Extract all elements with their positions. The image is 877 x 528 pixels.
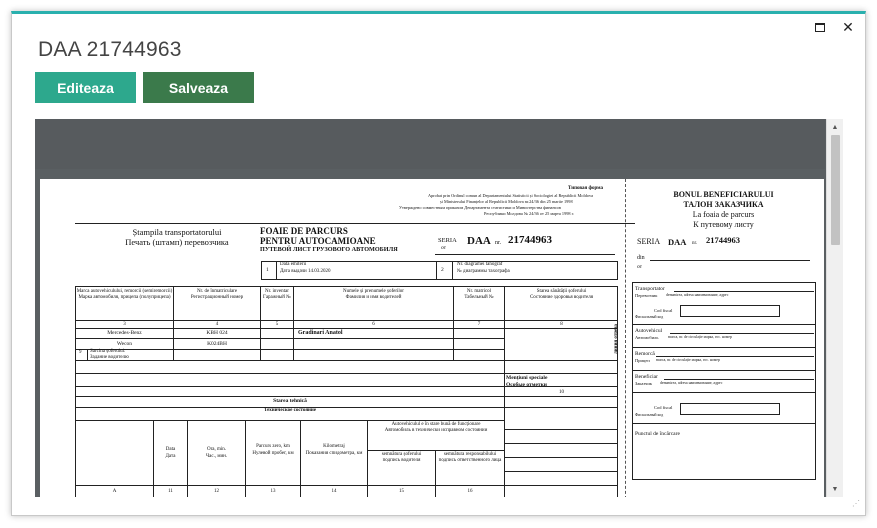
- top-rule: [75, 223, 635, 224]
- tachograph-label-ro: Nr. diagramei tahograf: [457, 262, 503, 267]
- maximize-icon: [815, 23, 825, 32]
- vehicle-2-brand: Wecon: [116, 341, 133, 347]
- tech-num-14: 14: [331, 489, 337, 494]
- cod-fiscal2-label-ro: Cod fiscal: [654, 405, 673, 410]
- cut-line-label: линия отреза: [614, 324, 619, 354]
- mentions-number: 10: [559, 390, 564, 395]
- nr-label: nr.: [495, 240, 502, 246]
- tech-num-16: 16: [467, 489, 473, 494]
- cod-fiscal-box: [680, 305, 780, 317]
- box-2-number: 2: [441, 267, 444, 273]
- dialog-title: DAA 21744963: [38, 38, 182, 61]
- doc-title-1: FOAIE DE PARCURS: [260, 226, 348, 236]
- mentions-label-ro: Mențiuni speciale: [506, 375, 548, 381]
- task-number: 9: [79, 350, 82, 355]
- col-num-8: 8: [560, 322, 563, 327]
- document-dialog: [11, 11, 866, 516]
- col-header-4: Numele și prenumele șoferilor Фамилия и имя водителей: [343, 289, 404, 300]
- beneficiary-hint: denumirea, adresa наименование, адрес: [660, 381, 723, 385]
- scroll-up-arrow-icon[interactable]: ▲: [831, 123, 839, 131]
- tech-col-zero-run: Parcurs zero, km Нулевой пробег, км: [252, 444, 294, 456]
- vehicle-state-label: Autovehiculul e în stare bună de funcționare Автомобиль в технически исправном состоянии: [384, 422, 488, 433]
- transporter-hint: denumirea, adresa наименование, адрес: [666, 293, 729, 297]
- coupon-seria-code: DAA: [668, 237, 687, 247]
- scroll-thumb[interactable]: [831, 135, 840, 245]
- seria-code: DAA: [467, 235, 491, 247]
- stamp-label-ro: Ștampila transportatorului: [132, 227, 222, 237]
- close-icon: ✕: [842, 18, 854, 35]
- col-num-4: 4: [215, 322, 219, 327]
- seria-underline: [435, 254, 615, 255]
- tech-state-ro: Starea tehnică: [273, 398, 307, 404]
- issue-date-label-ru: Дата выдачи 14.03.2020: [280, 269, 331, 274]
- cut-line: [625, 179, 626, 497]
- vehicle-label-ru: Автомобиль: [635, 335, 659, 340]
- issue-date-label-ro: Data emiterii: [280, 262, 307, 267]
- col-header-6: Starea sănătății șoferului Состояние здоровья водителя: [529, 289, 594, 300]
- task-label-ru: Задание водителю: [90, 355, 129, 360]
- tech-col-driver-sign: semnătura șoferului подпись водителя: [381, 452, 422, 463]
- edit-button[interactable]: Editeaza: [35, 72, 136, 103]
- stamp-label-ru: Печать (штамп) перевозчика: [125, 237, 229, 247]
- tech-col-resp-sign: semnătura responsabilului подпись ответственного лица: [438, 452, 502, 463]
- coupon-number: 21744963: [706, 235, 740, 245]
- vehicle-1-plate: KBH 024: [206, 330, 228, 336]
- seria-ot: от: [441, 245, 447, 251]
- vehicle-label-ro: Autovehicul: [635, 328, 663, 334]
- vehicle-2-plate: K024BH: [207, 341, 227, 347]
- task-label-ro: Sarcina șoferului:: [90, 349, 126, 354]
- cod-fiscal-label-ro: Cod fiscal: [654, 308, 673, 313]
- document-page: [40, 179, 824, 497]
- vehicle-1-driver: Gradinari Anatol: [298, 330, 343, 336]
- coupon-title-ru: ТАЛОН ЗАКАЗЧИКА: [683, 200, 764, 209]
- resize-grip-icon[interactable]: ⋰: [852, 499, 860, 508]
- tech-col-time: Ora, min. Час., мин.: [205, 447, 228, 459]
- document-number: 21744963: [508, 234, 552, 246]
- doc-title-ru: ПУТЕВОЙ ЛИСТ ГРУЗОВОГО АВТОМОБИЛЯ: [260, 246, 398, 253]
- coupon-nr-label: nr.: [692, 241, 698, 246]
- transporter-label-ru: Перевозчик: [635, 293, 658, 298]
- approval-ro-2: și Ministerului Finanțelor al Republicii Moldova nr.24/36 din 25 martie 1998: [440, 199, 573, 204]
- window-controls: [813, 20, 855, 34]
- tech-num-a: A: [112, 489, 117, 494]
- tech-num-15: 15: [399, 489, 404, 494]
- approval-ro-1: Aprobat prin Ordinul comun al Departamentului Statisticii și Sociologiei al Republicii Moldova: [428, 193, 594, 198]
- tech-state-ru: Техническое состояние: [263, 408, 317, 413]
- viewer-header: [35, 119, 825, 169]
- tech-num-11: 11: [168, 489, 173, 494]
- col-header-1: Marca autovehiculului, remorcii (semiremorcii) Марка автомобиля, прицепа (полуприцепа): [76, 289, 173, 300]
- transporter-label-ro: Transportator: [635, 286, 665, 292]
- tech-col-mileage: Kilometraj Показания спидометра, км: [305, 444, 363, 456]
- col-header-2: Nr. de înmatriculare Регистрационный номер: [190, 289, 244, 300]
- col-header-5: Nr. matricol Табельный №: [464, 289, 494, 300]
- save-button[interactable]: Salveaza: [143, 72, 254, 103]
- col-num-5: 5: [275, 322, 279, 327]
- vehicle-1-brand: Mercedes-Benz: [107, 330, 142, 336]
- loading-point-label: Punctul de încărcare: [635, 431, 680, 437]
- col-num-3: 3: [123, 322, 126, 327]
- vehicle-hint: marca, nr. de circulație марка, гос. номер: [668, 335, 732, 339]
- coupon-ot: от: [637, 264, 643, 270]
- typic-form-label: Типовая форма: [568, 186, 604, 191]
- tech-col-date: Data Дата: [165, 447, 176, 459]
- doc-title-2: PENTRU AUTOCAMIOANE: [260, 236, 376, 246]
- cod-fiscal2-label-ru: Фискальный код: [635, 412, 664, 417]
- col-num-6: 6: [372, 322, 375, 327]
- box-1-number: 1: [266, 267, 269, 273]
- cod-fiscal2-box: [680, 403, 780, 415]
- coupon-title-ro: BONUL BENEFICIARULUI: [673, 190, 774, 199]
- viewer-scrollbar[interactable]: [826, 119, 843, 497]
- beneficiary-label-ru: Заказчик: [635, 381, 652, 386]
- coupon-sub-ro: La foaia de parcurs: [692, 210, 755, 219]
- document-viewer[interactable]: [35, 119, 843, 497]
- seria-label: SERIA: [438, 237, 457, 244]
- cod-fiscal-label-ru: Фискальный код: [635, 314, 664, 319]
- col-header-3: Nr. inventar Гаражный №: [263, 289, 291, 300]
- coupon-sub-ru: К путевому листу: [693, 220, 754, 229]
- tech-num-12: 12: [214, 489, 219, 494]
- coupon-din: din: [637, 255, 645, 261]
- beneficiary-label-ro: Beneficiar: [635, 374, 658, 380]
- tachograph-label-ru: № диаграммы тахографа: [457, 269, 510, 274]
- scroll-down-arrow-icon[interactable]: ▼: [831, 485, 839, 493]
- tech-num-13: 13: [270, 489, 276, 494]
- trailer-hint: marca, nr. de circulație марка, гос. номер: [656, 358, 720, 362]
- coupon-seria-label: SERIA: [637, 237, 661, 246]
- col-num-7: 7: [477, 322, 481, 327]
- maximize-button[interactable]: [813, 20, 827, 34]
- approval-ru-1: Утверждено совместным приказом Департамента статистики и Министерства финансов: [399, 205, 561, 210]
- trailer-label-ro: Remorcă: [635, 351, 655, 357]
- close-button[interactable]: [841, 20, 855, 34]
- trailer-label-ru: Прицеп: [635, 358, 650, 363]
- mentions-label-ru: Особые отметки: [506, 382, 547, 388]
- approval-ru-2: Республики Молдова № 24/36 от 25 марта 1998 г.: [484, 211, 574, 216]
